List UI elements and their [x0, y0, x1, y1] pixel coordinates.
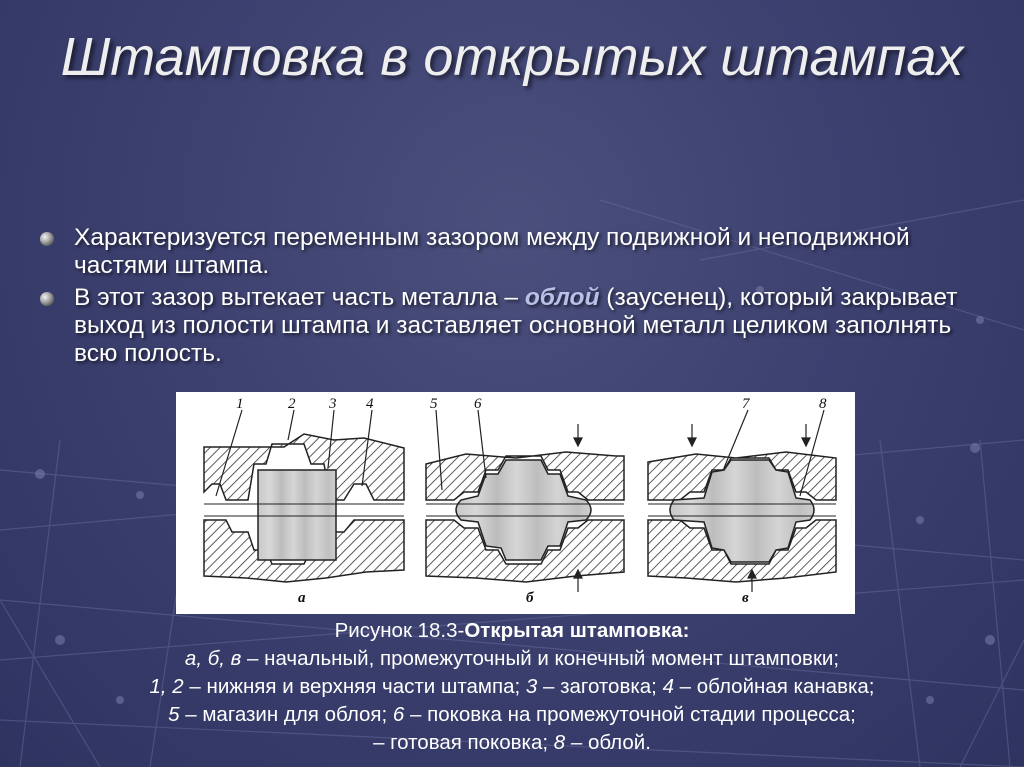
slide-title: Штамповка в открытых штампах	[60, 27, 964, 87]
caption-prefix: Рисунок 18.3-	[334, 619, 465, 642]
figure-caption	[20, 617, 1004, 757]
caption-ref: а, б, в	[184, 647, 242, 670]
caption-text: – начальный, промежуточный и конечный момент штамповки;	[241, 647, 840, 670]
bullet-list	[40, 224, 980, 372]
caption-text: – поковка на промежуточной стадии процесса;	[404, 703, 856, 726]
stamping-diagram	[176, 392, 855, 614]
panel-label: а	[298, 590, 306, 606]
caption-text: – заготовка;	[537, 675, 663, 698]
bullet-item	[40, 224, 980, 280]
bullet-text: Характеризуется переменным зазором между подвижной и неподвижной частями штампа.	[74, 224, 910, 279]
bullet-sphere-icon	[40, 232, 54, 246]
figure-number-label: 7	[742, 396, 750, 412]
bullet-item	[40, 284, 980, 368]
caption-line	[20, 617, 1004, 645]
figure-number-label: 3	[329, 396, 337, 412]
figure-number-label: 6	[474, 396, 482, 412]
caption-text: – облой.	[565, 731, 651, 754]
panel-label: в	[742, 590, 749, 606]
caption-ref: 8	[553, 731, 566, 754]
caption-text: – магазин для облоя;	[179, 703, 393, 726]
caption-ref: 5	[168, 703, 180, 726]
caption-ref: 3	[525, 675, 538, 698]
figure-number-label: 2	[288, 396, 296, 412]
caption-text: – готовая поковка;	[373, 731, 554, 754]
caption-line	[20, 729, 1004, 757]
stamping-figure	[176, 392, 855, 614]
figure-number-label: 1	[236, 396, 244, 412]
panel-b-diagram	[426, 452, 624, 582]
panel-c-diagram	[648, 452, 836, 582]
bullet-text-end: (заусенец), который закрывает выход из полости штампа и заставляет основной металл целиком заполнять всю полость.	[74, 284, 958, 367]
figure-number-label: 5	[430, 396, 438, 412]
caption-line	[20, 673, 1004, 701]
bullet-text-start: В этот зазор вытекает часть металла –	[74, 284, 525, 311]
caption-ref: 1, 2	[149, 675, 184, 698]
caption-line	[20, 701, 1004, 729]
caption-ref: 4	[662, 675, 674, 698]
caption-text: – нижняя и верхняя части штампа;	[183, 675, 526, 698]
figure-number-label: 8	[819, 396, 827, 412]
caption-title: Открытая штамповка:	[464, 619, 690, 642]
figure-number-label: 4	[366, 396, 374, 412]
panel-a-diagram	[204, 434, 404, 582]
caption-ref: 6	[392, 703, 405, 726]
bullet-sphere-icon	[40, 292, 54, 306]
bullet-highlight-term: облой	[524, 284, 600, 311]
caption-line	[20, 645, 1004, 673]
caption-text: – облойная канавка;	[673, 675, 875, 698]
panel-label: б	[526, 590, 534, 606]
